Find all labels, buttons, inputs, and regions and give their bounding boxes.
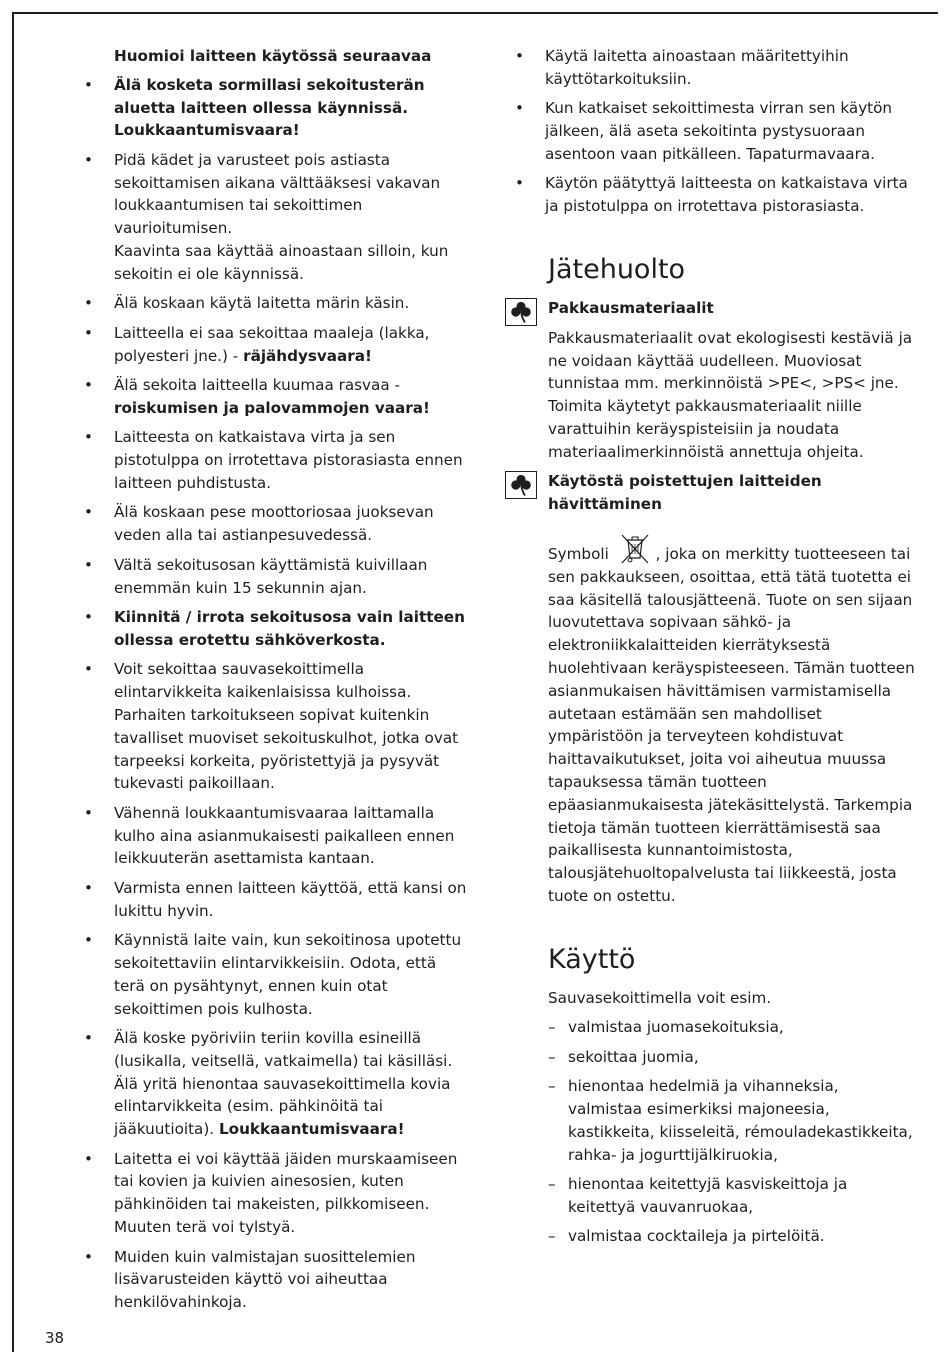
dash-marker: –	[548, 1077, 556, 1096]
list-item-text	[114, 879, 466, 920]
bullet-marker: •	[84, 150, 93, 169]
bullet-marker: •	[84, 428, 93, 447]
list-item-text	[114, 294, 409, 312]
list-item	[84, 1148, 469, 1239]
dash-marker: –	[548, 1047, 556, 1066]
emphasis-text: Kiinnitä / irrota sekoitusosa vain laitteen ollessa erotettu sähköverkosta.	[114, 608, 465, 649]
safety-list	[84, 74, 469, 1314]
text-segment: Älä koskaan käytä laitetta märin käsin.	[114, 294, 410, 313]
text-segment: Varmista ennen laitteen käyttöä, että kansi on lukittu hyvin.	[114, 878, 467, 920]
usage-list-item	[548, 1016, 915, 1039]
bullet-marker: •	[84, 878, 93, 897]
safety-intro: Huomioi laitteen käytössä seuraavaa	[114, 47, 432, 65]
usage-item-text: valmistaa cocktaileja ja pirtelöitä.	[568, 1227, 825, 1246]
list-item	[84, 658, 469, 795]
bullet-marker: •	[84, 555, 93, 574]
emphasis-text: räjähdysvaara!	[243, 346, 372, 365]
list-item	[84, 501, 469, 547]
list-item	[84, 149, 469, 286]
list-item-text	[114, 1248, 415, 1312]
bullet-marker: •	[515, 99, 524, 118]
list-item	[84, 374, 469, 420]
list-item-text	[114, 660, 458, 792]
list-item	[84, 929, 469, 1020]
usage-item-text: valmistaa juomasekoituksia,	[568, 1018, 784, 1037]
list-item-text	[114, 931, 461, 1017]
bullet-marker: •	[515, 47, 524, 65]
text-segment: Vähennä loukkaantumisvaaraa laittamalla kulho aina asianmukaisesti paikalleen ennen leikkuuterän asettamista kantaan.	[114, 803, 455, 868]
bullet-marker: •	[84, 323, 93, 342]
list-item-text	[114, 608, 465, 649]
dash-marker: –	[548, 1175, 556, 1194]
bullet-marker: •	[84, 1029, 93, 1048]
packaging-paragraph: Pakkausmateriaalit ovat ekologisesti kestäviä ja ne voidaan käyttää uudelleen. Muoviosat tunnistaa mm. merkinnöistä >PE<, >PS< jne. Toimita käytetyt pakkausmateriaalit niille varattuihin keräyspisteisiin ja noudata materiaalimerkinnöistä annettuja ohjeita.	[548, 328, 913, 461]
list-item	[84, 1027, 469, 1141]
text-segment: Laitteesta on katkaistava virta ja sen pistotulppa on irrotettava pistorasiasta ennen laitteen puhdistusta.	[114, 428, 463, 492]
bullet-marker: •	[84, 503, 93, 522]
bullet-marker: •	[84, 1247, 93, 1266]
dash-marker: –	[548, 1227, 556, 1246]
list-item	[84, 322, 469, 368]
bullet-marker: •	[84, 660, 93, 679]
crossed-out-wheelie-bin-icon	[615, 532, 655, 566]
list-item-text	[114, 556, 427, 597]
text-segment: Älä sekoita laitteella kuumaa rasvaa -	[114, 376, 400, 395]
usage-list-item	[548, 1046, 915, 1069]
text-segment: Laitetta ei voi käyttää jäiden murskaamiseen tai kovien ja kuivien ainesosien, kuten pähkinöiden tai makeisten, pilkkomiseen. Muuten terä voi tylstyä.	[114, 1149, 458, 1237]
list-item	[84, 554, 469, 600]
left-column	[84, 45, 469, 1321]
list-item-text	[114, 428, 463, 492]
list-item-text	[114, 1029, 452, 1138]
text-segment: Pidä kädet ja varusteet pois astiasta sekoittamisen aikana välttääksesi vakavan loukkaantumisen tai sekoittimen vaurioitumisen.	[114, 150, 441, 238]
list-item-text	[114, 1150, 457, 1236]
bullet-marker: •	[84, 376, 93, 395]
recycling-clover-icon	[505, 298, 537, 326]
usage-item-text: hienontaa keitettyjä kasviskeittoja ja keitettyä vauvanruokaa,	[568, 1175, 848, 1216]
list-item-text	[114, 76, 425, 140]
bullet-marker: •	[84, 608, 93, 627]
bullet-marker: •	[84, 803, 93, 822]
text-segment: Kaavinta saa käyttää ainoastaan silloin, kun sekoitin ei ole käynnissä.	[114, 242, 449, 283]
usage-item-text: sekoittaa juomia,	[568, 1047, 699, 1066]
text-segment: Älä koskaan pese moottoriosaa juoksevan veden alla tai astianpesuvedessä.	[114, 503, 434, 545]
usage-item-text: hienontaa hedelmiä ja vihanneksia, valmistaa esimerkiksi majoneesia, kastikkeita, kiisseleitä, rémouladekastikkeita, rahka- ja jogurttijälkiruokia,	[568, 1077, 913, 1164]
safety-list-continued	[515, 45, 915, 218]
bullet-marker: •	[84, 75, 93, 94]
heading-jatehuolto: Jätehuolto	[548, 253, 686, 285]
heading-kaytto: Käyttö	[548, 943, 636, 975]
dash-marker: –	[548, 1018, 556, 1037]
page-frame-top	[12, 12, 938, 14]
usage-list	[548, 1016, 915, 1248]
subheading-packaging: Pakkausmateriaalit	[515, 297, 915, 320]
text-segment: Laitteella ei saa sekoittaa maaleja (lakka, polyesteri jne.) -	[114, 323, 430, 365]
emphasis-text: Loukkaantumisvaara!	[218, 1120, 405, 1139]
bullet-marker: •	[84, 931, 93, 950]
list-item-text	[114, 503, 434, 544]
list-item	[515, 172, 915, 218]
usage-intro: Sauvasekoittimella voit esim.	[548, 988, 772, 1007]
list-item-text	[114, 376, 430, 417]
list-item-text: Kun katkaiset sekoittimesta virran sen käytön jälkeen, älä aseta sekoitinta pystysuoraan asentoon vaan pitkälleen. Tapaturmavaara.	[545, 99, 893, 163]
text-segment: Vältä sekoitusosan käyttämistä kuivillaan enemmän kuin 15 sekunnin ajan.	[114, 555, 428, 597]
list-item	[515, 45, 915, 91]
text-segment: Muiden kuin valmistajan suosittelemien lisävarusteiden käyttö voi aiheuttaa henkilövahinkoja.	[114, 1247, 416, 1312]
bullet-marker: •	[515, 174, 524, 193]
emphasis-text: roiskumisen ja palovammojen vaara!	[114, 398, 430, 417]
list-item	[84, 1246, 469, 1314]
list-item	[84, 606, 469, 652]
list-item	[515, 97, 915, 165]
emphasis-text: Älä kosketa sormillasi sekoitusterän aluetta laitteen ollessa käynnissä. Loukkaantumisvaara!	[114, 75, 425, 140]
recycling-clover-icon	[505, 471, 537, 499]
usage-list-item	[548, 1225, 915, 1248]
list-item-text	[114, 804, 454, 868]
text-segment: Käynnistä laite vain, kun sekoitinosa upotettu sekoitettaviin elintarvikkeisiin. Odota, että terä on pysähtynyt, ennen kuin otat sekoittimen pois kulhosta.	[114, 931, 462, 1018]
list-item-text	[114, 324, 430, 365]
usage-list-item	[548, 1173, 915, 1219]
list-item	[84, 802, 469, 870]
page-number: 38	[45, 1329, 65, 1347]
list-item	[84, 426, 469, 494]
text-segment: Voit sekoittaa sauvasekoittimella elintarvikkeita kaikenlaisissa kulhoissa. Parhaiten tarkoitukseen sopivat kuitenkin tavalliset muoviset sekoituskulhot, jotka ovat tarpeeksi korkeita, pyöristettyjä ja pysyvät tukevasti paikoillaan.	[114, 660, 459, 793]
page-frame-left	[12, 12, 14, 1352]
bullet-marker: •	[84, 1149, 93, 1168]
list-item-text: Käytön päätyttyä laitteesta on katkaistava virta ja pistotulppa on irrotettava pistorasiasta.	[545, 174, 908, 216]
right-column	[515, 45, 915, 1255]
list-item	[84, 877, 469, 923]
list-item-text	[114, 151, 448, 283]
usage-list-item	[548, 1075, 915, 1166]
list-item	[84, 292, 469, 315]
list-item	[84, 74, 469, 142]
disposal-paragraph: Symboli , joka on merkitty tuotteeseen tai sen pakkaukseen, osoittaa, että tätä tuotetta ei saa käsitellä talousjätteenä. Tuote on sen sijaan luovutettava sopivaan sähkö- ja elektroniikkalaitteiden kierrätyksestä huolehtivaan keräyspisteeseen. Tämän tuotteen asianmukaisen hävittämisen varmistamisella autetaan estämään sen mahdolliset ympäristöön ja terveyteen kohdistuvat haittavaikutukset, joita voi aiheutua muussa tapauksessa tämän tuotteen epäasianmukaisesta jätekäsittelystä. Tarkempia tietoja tämän tuotteen kierrättämisestä saa paikallisesta kunnantoimistosta, talousjätehuoltopalvelusta tai liikkeestä, josta tuote on ostettu.	[548, 532, 915, 908]
text-segment: Älä koske pyöriviin teriin kovilla esineillä (lusikalla, veitsellä, vatkaimella) tai käsilläsi. Älä yritä hienontaa sauvasekoittimella kovia elintarvikkeita (esim. pähkinöitä tai jääkuutioita).	[114, 1029, 453, 1139]
subheading-disposal: Käytöstä poistettujen laitteiden hävittäminen	[515, 470, 915, 516]
list-item-text: Käytä laitetta ainoastaan määritettyihin käyttötarkoituksiin.	[545, 47, 849, 88]
bullet-marker: •	[84, 294, 93, 313]
